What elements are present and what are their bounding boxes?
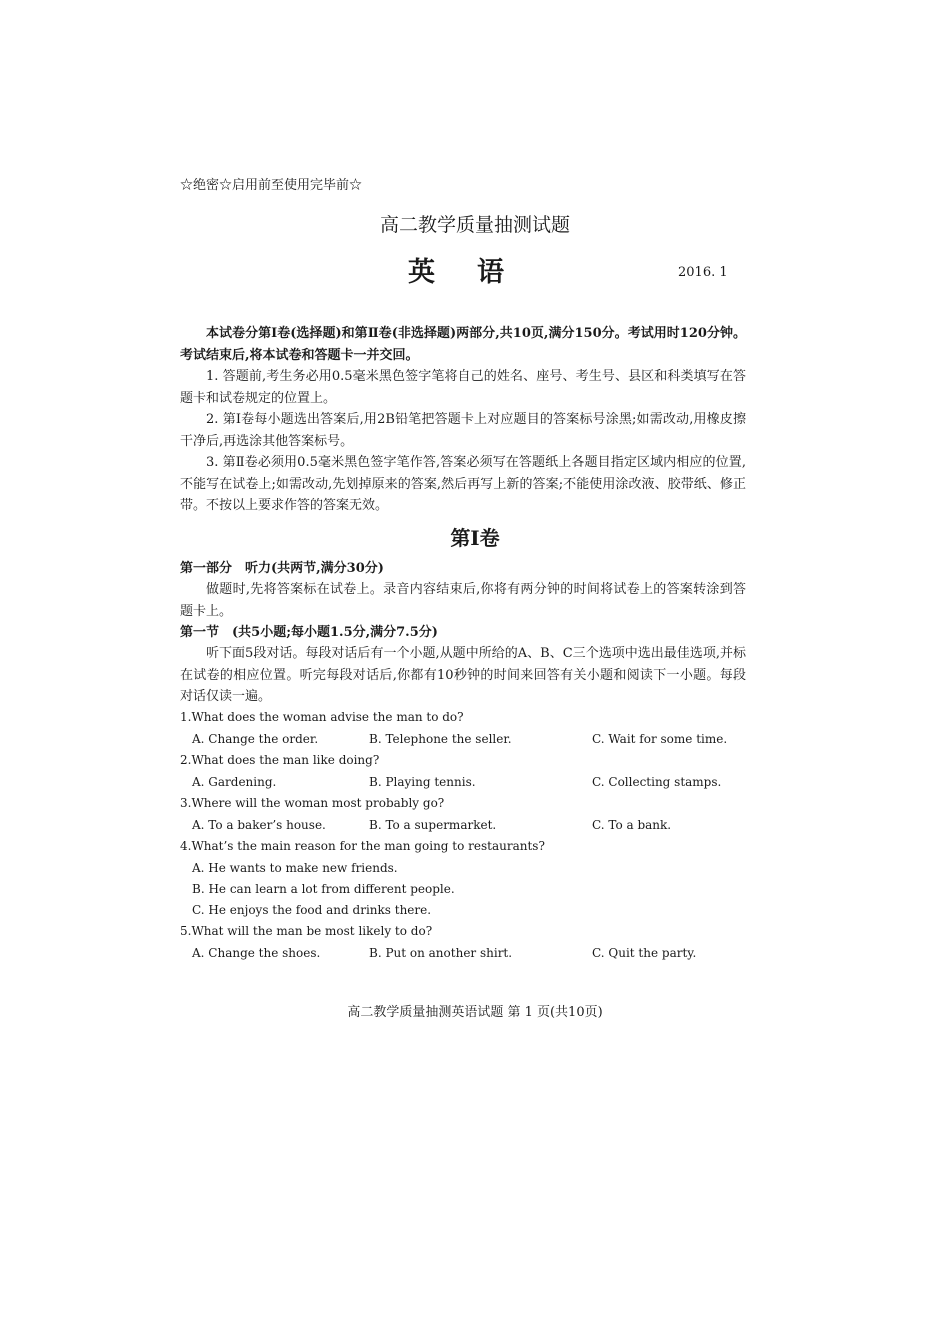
- question-5-option-b: B. Put on another shirt.: [369, 946, 513, 960]
- question-4-option-c: C. He enjoys the food and drinks there.: [192, 903, 432, 917]
- question-4-option-a: A. He wants to make new friends.: [192, 861, 398, 875]
- section1-heading: 第一节 (共5小题;每小题1.5分,满分7.5分): [180, 625, 438, 640]
- question-5-option-a: A. Change the shoes.: [192, 946, 321, 960]
- question-4-option-b: B. He can learn a lot from different people.: [192, 882, 455, 896]
- question-2-option-b: B. Playing tennis.: [369, 775, 476, 789]
- question-4-stem: 4.What’s the main reason for the man going to restaurants?: [180, 839, 545, 853]
- question-1-option-a: A. Change the order.: [192, 732, 319, 746]
- instruction-item-1: 1. 答题前,考生务必用0.5毫米黑色签字笔将自己的姓名、座号、考生号、县区和科类填写在答题卡和试卷规定的位置上。: [180, 369, 746, 406]
- exam-title: 高二教学质量抽测试题: [379, 214, 570, 236]
- question-3-option-b: B. To a supermarket.: [369, 818, 497, 832]
- instructions-intro: 本试卷分第Ⅰ卷(选择题)和第Ⅱ卷(非选择题)两部分,共10页,满分150分。考试用时120分钟。考试结束后,将本试卷和答题卡一并交回。: [180, 326, 746, 363]
- question-3-option-c: C. To a bank.: [592, 818, 672, 832]
- part1-description: 做题时,先将答案标在试卷上。录音内容结束后,你将有两分钟的时间将试卷上的答案转涂到答题卡上。: [180, 582, 746, 619]
- question-5-stem: 5.What will the man be most likely to do?: [180, 924, 433, 938]
- question-2-stem: 2.What does the man like doing?: [180, 753, 380, 767]
- question-2-option-c: C. Collecting stamps.: [592, 775, 722, 789]
- section1-description: 听下面5段对话。每段对话后有一个小题,从题中所给的A、B、C三个选项中选出最佳选项,并标在试卷的相应位置。听完每段对话后,你都有10秒钟的时间来回答有关小题和阅读下一小题。每段对话仅读一遍。: [180, 646, 746, 704]
- confidential-notice: ☆绝密☆启用前至使用完毕前☆: [180, 178, 363, 193]
- question-1-stem: 1.What does the woman advise the man to do?: [180, 710, 464, 724]
- question-1-option-c: C. Wait for some time.: [592, 732, 728, 746]
- question-5-option-c: C. Quit the party.: [592, 946, 697, 960]
- exam-date: 2016. 1: [678, 265, 728, 280]
- question-1-option-b: B. Telephone the seller.: [369, 732, 512, 746]
- instruction-item-2: 2. 第Ⅰ卷每小题选出答案后,用2B铅笔把答题卡上对应题目的答案标号涂黑;如需改动,用橡皮擦干净后,再选涂其他答案标号。: [180, 412, 746, 449]
- part1-heading: 第一部分 听力(共两节,满分30分): [180, 561, 384, 576]
- page-footer: 高二教学质量抽测英语试题 第 1 页(共10页): [347, 1005, 603, 1020]
- instruction-item-3: 3. 第Ⅱ卷必须用0.5毫米黑色签字笔作答,答案必须写在答题纸上各题目指定区域内相应的位置,不能写在试卷上;如需改动,先划掉原来的答案,然后再写上新的答案;不能使用涂改液、胶带纸、修正带。不按以上要求作答的答案无效。: [180, 455, 746, 513]
- question-3-stem: 3.Where will the woman most probably go?: [180, 796, 445, 810]
- question-2-option-a: A. Gardening.: [192, 775, 277, 789]
- volume-title: 第Ⅰ卷: [450, 526, 500, 550]
- subject-title: 英语: [408, 257, 546, 288]
- question-3-option-a: A. To a baker’s house.: [192, 818, 326, 832]
